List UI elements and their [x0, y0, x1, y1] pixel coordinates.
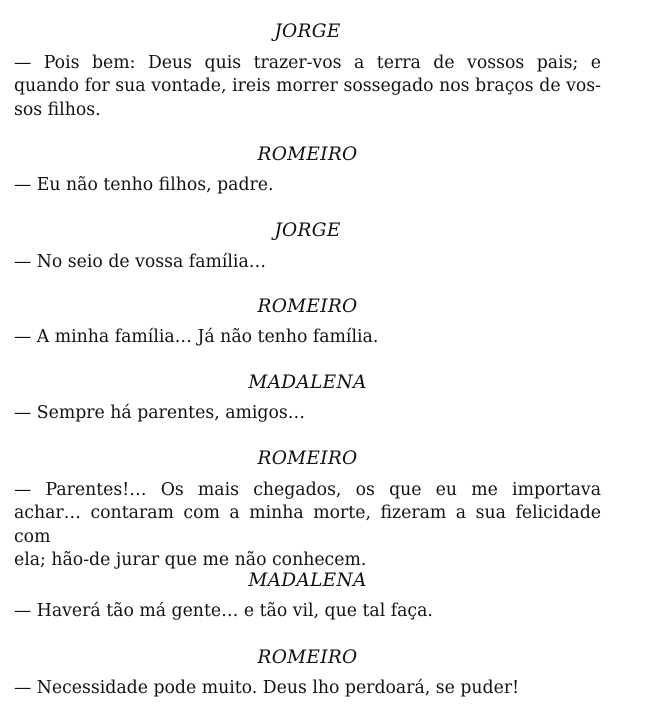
speaker-name: ROMEIRO [257, 448, 358, 469]
speaker-name: ROMEIRO [257, 144, 358, 165]
speech-text [14, 251, 601, 274]
speech-line: sos filhos. [14, 99, 101, 120]
speech-text [14, 52, 601, 122]
speech-text [14, 326, 601, 349]
speaker-name: MADALENA [248, 570, 367, 591]
speaker-name: ROMEIRO [257, 647, 358, 668]
speech-line: — Necessidade pode muito. Deus lho perdoará, se puder! [14, 678, 520, 698]
speech-line: — Parentes!… Os mais chegados, os que eu me importava [14, 480, 601, 500]
speech-line: — A minha família… Já não tenho família. [14, 327, 379, 347]
speech-line: — No seio de vossa família… [14, 252, 267, 272]
speech-text [14, 479, 601, 572]
speaker-name: JORGE [274, 21, 341, 42]
speech-text [14, 600, 601, 623]
speaker-name: MADALENA [248, 372, 367, 393]
speech-text [14, 402, 601, 425]
speech-line: ela; hão-de jurar que me não conhecem. [14, 549, 367, 570]
speech-text [14, 174, 601, 197]
speech-text [14, 677, 601, 700]
speech-line: — Pois bem: Deus quis trazer-vos a terra de vossos pais; e [14, 53, 601, 73]
speech-line: — Eu não tenho filhos, padre. [14, 175, 274, 195]
speech-line: — Sempre há parentes, amigos… [14, 403, 306, 423]
speech-line: quando for sua vontade, ireis morrer sossegado nos braços de vos- [14, 76, 601, 97]
speaker-name: JORGE [274, 220, 341, 241]
speech-line: achar… contaram com a minha morte, fizeram a sua felicidade com [14, 503, 601, 547]
speaker-name: ROMEIRO [257, 296, 358, 317]
speech-line: — Haverá tão má gente… e tão vil, que tal faça. [14, 601, 433, 621]
